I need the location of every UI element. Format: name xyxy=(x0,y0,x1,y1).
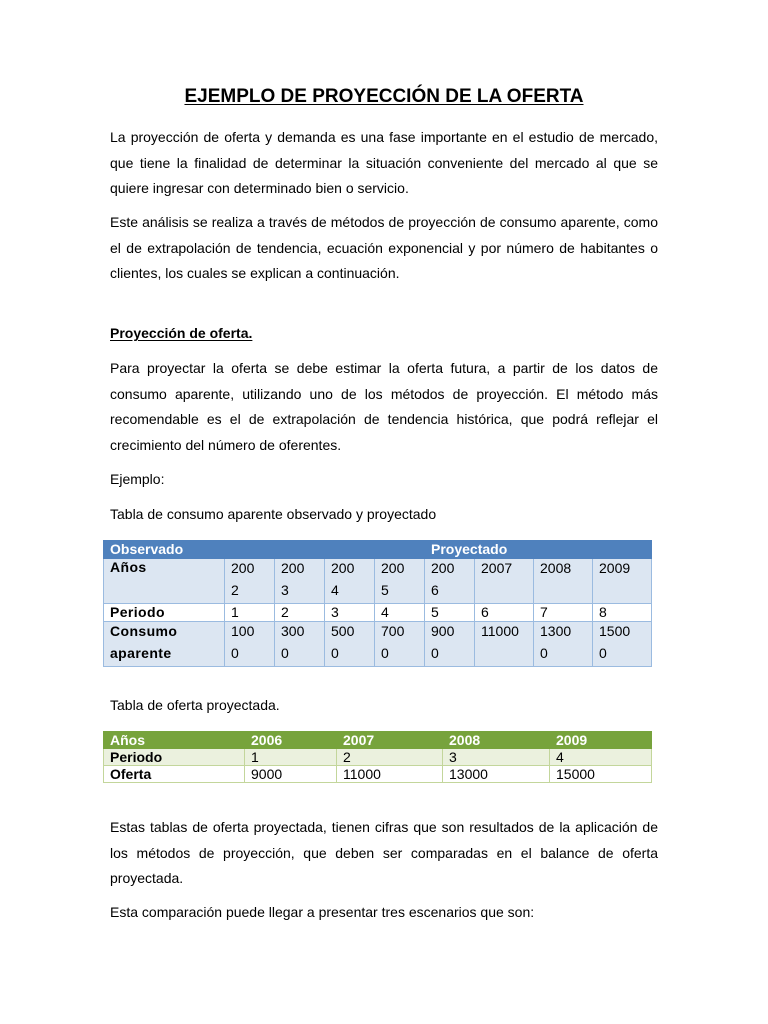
table-cell: 4 xyxy=(550,749,652,766)
table-row xyxy=(104,766,652,783)
table-cell: 1500 0 xyxy=(593,622,652,667)
table-cell: 3 xyxy=(325,604,375,622)
header-cell: 2007 xyxy=(337,732,443,749)
table-cell: 1 xyxy=(225,604,275,622)
table-cell: 200 5 xyxy=(375,559,425,604)
table-cell: 100 0 xyxy=(225,622,275,667)
table-cell: 2 xyxy=(337,749,443,766)
table-cell: 200 4 xyxy=(325,559,375,604)
table-cell: 2008 xyxy=(534,559,593,604)
table-row xyxy=(104,622,652,667)
table-cell: 200 6 xyxy=(425,559,475,604)
table-header-row xyxy=(104,732,652,749)
header-cell: 2006 xyxy=(245,732,337,749)
table-cell: 8 xyxy=(593,604,652,622)
table-cell: 6 xyxy=(475,604,534,622)
table-cell: 11000 xyxy=(475,622,534,667)
example-label: Ejemplo: xyxy=(110,471,165,487)
projected-header: Proyectado xyxy=(425,541,652,559)
row-label: Años xyxy=(104,559,225,604)
offer-table xyxy=(103,731,652,783)
header-cell: 2008 xyxy=(443,732,550,749)
observed-header: Observado xyxy=(104,541,425,559)
analysis-paragraph: Este análisis se realiza a través de métodos de proyección de consumo aparente, como el de extrapolación de tendencia, ecuación exponencial y por número de habitantes o clientes, los cuales se explican a continuación. xyxy=(110,214,658,281)
table-cell: 500 0 xyxy=(325,622,375,667)
table-row xyxy=(104,559,652,604)
table-cell: 3 xyxy=(443,749,550,766)
page-title: EJEMPLO DE PROYECCIÓN DE LA OFERTA xyxy=(184,86,584,107)
table-cell: 300 0 xyxy=(275,622,325,667)
table-cell: 900 0 xyxy=(425,622,475,667)
table-cell: 2007 xyxy=(475,559,534,604)
row-label: Consumo aparente xyxy=(104,622,225,667)
row-label: Oferta xyxy=(104,766,245,783)
row-label: Periodo xyxy=(104,604,225,622)
table-cell: 11000 xyxy=(337,766,443,783)
intro-paragraph: La proyección de oferta y demanda es una fase importante en el estudio de mercado, que tiene la finalidad de determinar la situación conveniente del mercado al que se quiere ingresar con determinado bien o servicio. xyxy=(110,129,658,196)
table-cell: 2009 xyxy=(593,559,652,604)
table2-caption: Tabla de oferta proyectada. xyxy=(110,697,280,713)
scenarios-line: Esta comparación puede llegar a presentar tres escenarios que son: xyxy=(110,904,535,920)
table-cell: 5 xyxy=(425,604,475,622)
consumption-table xyxy=(103,540,652,667)
table-cell: 1300 0 xyxy=(534,622,593,667)
table-cell: 4 xyxy=(375,604,425,622)
table1-caption: Tabla de consumo aparente observado y proyectado xyxy=(110,506,437,522)
table-cell: 7 xyxy=(534,604,593,622)
table-cell: 200 3 xyxy=(275,559,325,604)
header-cell: 2009 xyxy=(550,732,652,749)
section-heading: Proyección de oferta. xyxy=(110,325,253,341)
header-cell: Años xyxy=(104,732,245,749)
table-row xyxy=(104,749,652,766)
projection-paragraph: Para proyectar la oferta se debe estimar la oferta futura, a partir de los datos de consumo aparente, utilizando uno de los métodos de proyección. El método más recomendable es el de extrapolación de tendencia histórica, que podrá reflejar el crecimiento del número de oferentes. xyxy=(110,360,658,453)
table-cell: 2 xyxy=(275,604,325,622)
table-cell: 13000 xyxy=(443,766,550,783)
table-cell: 700 0 xyxy=(375,622,425,667)
table-cell: 9000 xyxy=(245,766,337,783)
conclusion-paragraph: Estas tablas de oferta proyectada, tienen cifras que son resultados de la aplicación de los métodos de proyección, que deben ser comparadas en el balance de oferta proyectada. xyxy=(110,819,658,886)
table-cell: 200 2 xyxy=(225,559,275,604)
table-cell: 15000 xyxy=(550,766,652,783)
row-label: Periodo xyxy=(104,749,245,766)
table-cell: 1 xyxy=(245,749,337,766)
